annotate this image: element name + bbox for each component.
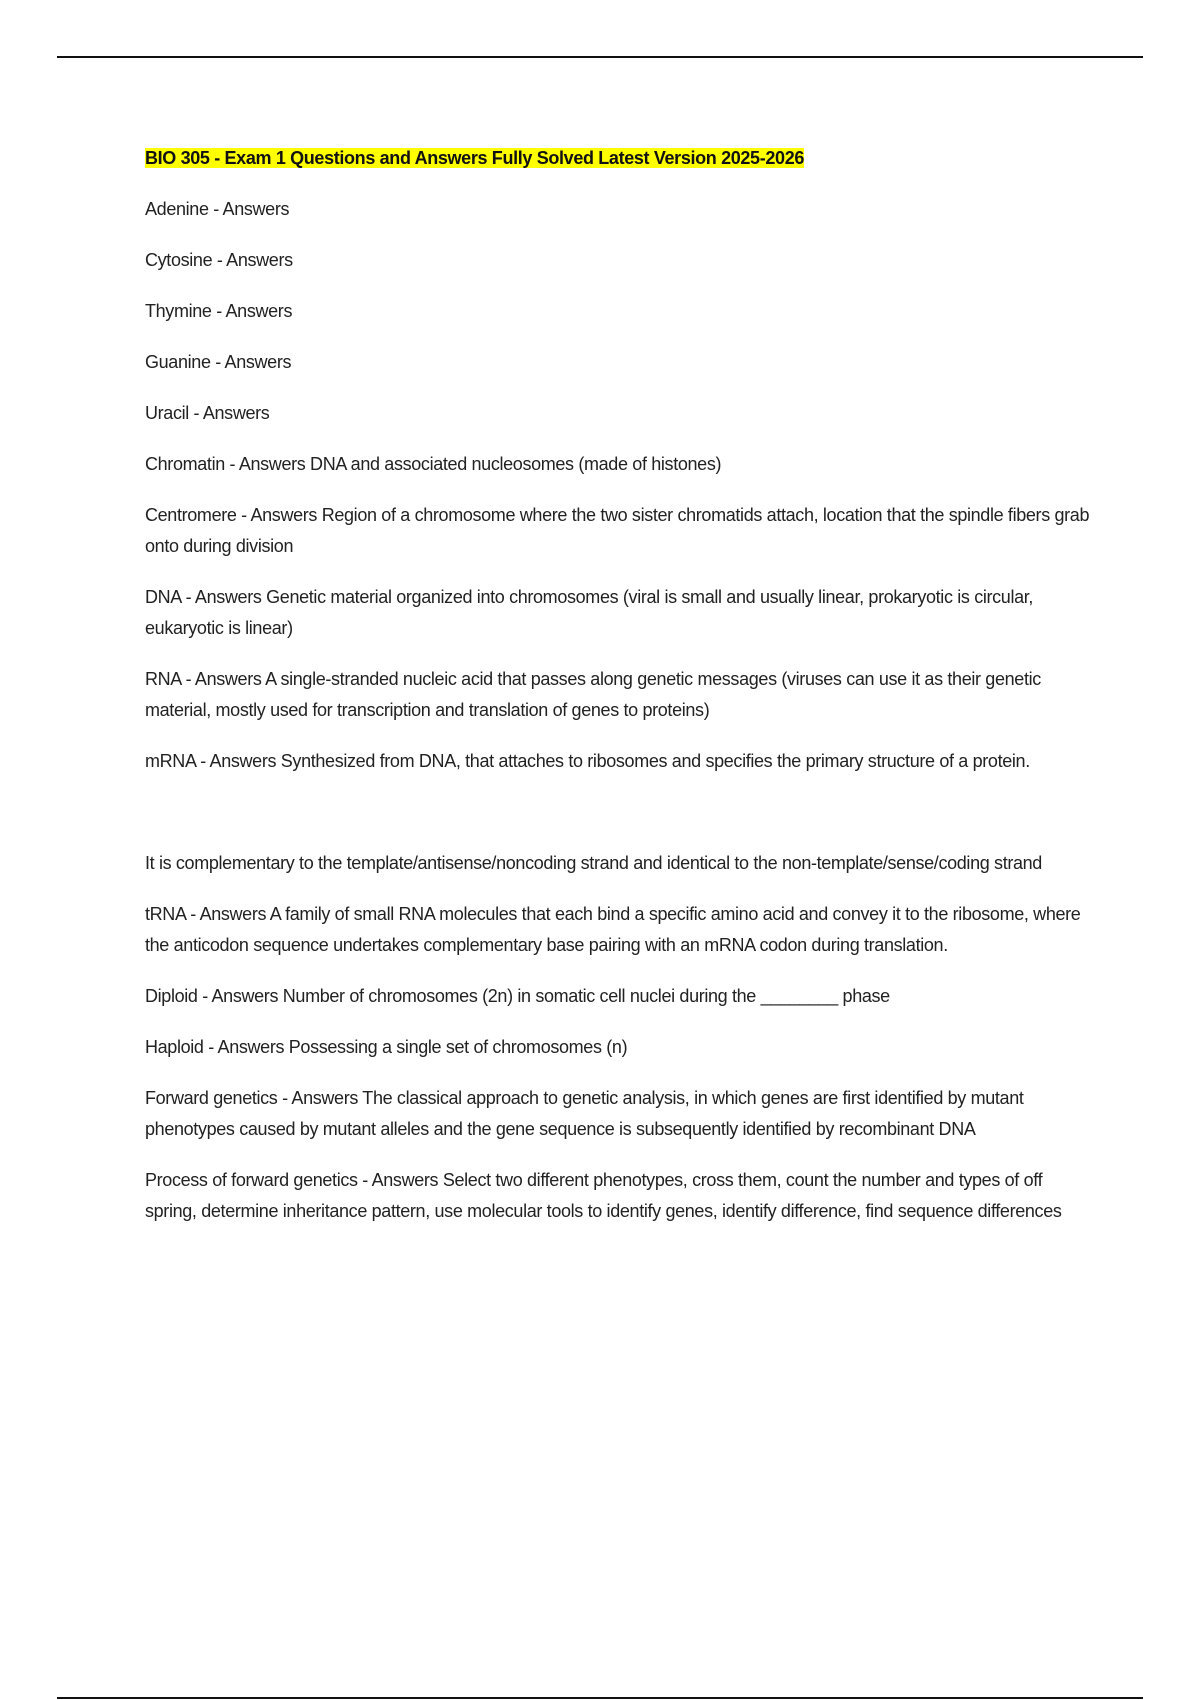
document-title [145,143,1090,174]
entry-forward-genetics: Forward genetics - Answers The classical approach to genetic analysis, in which genes are first identified by mutant phenotypes caused by mutant alleles and the gene sequence is subsequently identified by recombinant DNA [145,1088,1024,1139]
entry-process-forward-genetics: Process of forward genetics - Answers Select two different phenotypes, cross them, count the number and types of off spring, determine inheritance pattern, use molecular tools to identify genes, identify difference, find sequence differences [145,1170,1062,1221]
blank-paragraph [145,797,1090,828]
entry-haploid: Haploid - Answers Possessing a single set of chromosomes (n) [145,1037,628,1057]
entry-cytosine: Cytosine - Answers [145,250,293,270]
entry-adenine: Adenine - Answers [145,199,290,219]
entry-guanine: Guanine - Answers [145,352,292,372]
entry-chromatin: Chromatin - Answers DNA and associated nucleosomes (made of histones) [145,454,722,474]
entry-centromere: Centromere - Answers Region of a chromosome where the two sister chromatids attach, location that the spindle fibers grab onto during division [145,505,1090,556]
entry-thymine: Thymine - Answers [145,301,293,321]
entry-rna: RNA - Answers A single-stranded nucleic acid that passes along genetic messages (viruses can use it as their genetic material, mostly used for transcription and translation of genes to proteins) [145,669,1041,720]
title-highlight: BIO 305 - Exam 1 Questions and Answers Fully Solved Latest Version 2025-2026 [145,148,805,168]
entry-trna: tRNA - Answers A family of small RNA molecules that each bind a specific amino acid and convey it to the ribosome, where the anticodon sequence undertakes complementary base pairing with an mRNA codon during translation. [145,904,1081,955]
header-rule [57,56,1143,58]
entry-mrna: mRNA - Answers Synthesized from DNA, that attaches to ribosomes and specifies the primary structure of a protein. [145,751,1030,771]
entry-diploid: Diploid - Answers Number of chromosomes (2n) in somatic cell nuclei during the ________ phase [145,986,890,1006]
document-body [145,143,1090,1247]
footer-rule [57,1697,1143,1699]
entry-uracil: Uracil - Answers [145,403,270,423]
entry-dna: DNA - Answers Genetic material organized into chromosomes (viral is small and usually linear, prokaryotic is circular, eukaryotic is linear) [145,587,1034,638]
entry-mrna-note: It is complementary to the template/antisense/noncoding strand and identical to the non-template/sense/coding strand [145,853,1042,873]
